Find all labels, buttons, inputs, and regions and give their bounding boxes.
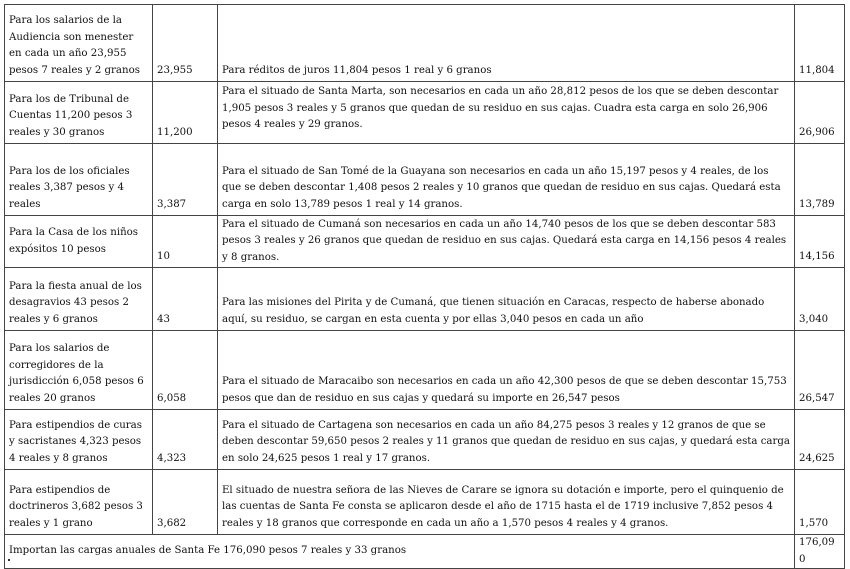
right-description: Para el situado de Santa Marta, son necesarios en cada un año 28,812 pesos de los que se deben descontar 1,905 pesos 3 reales y 5 granos que quedan de su residuo en sus cajas. Cuadra esta carga en solo 26,906 pesos 4 reales y 29 granos. [218,82,795,144]
right-amount: 11,804 [795,5,845,82]
total-amount: 176,090 [795,535,845,569]
left-amount: 4,323 [153,410,218,470]
right-amount: 26,547 [795,331,845,410]
total-label: Importan las cargas anuales de Santa Fe 176,090 pesos 7 reales y 33 granos [5,535,795,569]
left-description: Para la fiesta anual de los desagravios 43 pesos 2 reales y 6 granos [5,268,153,331]
left-amount: 43 [153,268,218,331]
left-description: Para estipendios de doctrineros 3,682 pesos 3 reales y 1 grano [5,470,153,535]
right-amount: 1,570 [795,470,845,535]
left-amount: 10 [153,216,218,268]
left-amount: 11,200 [153,82,218,144]
right-description: El situado de nuestra señora de las Nieves de Carare se ignora su dotación e importe, pero el quinquenio de las cuentas de Santa Fe consta se aplicaron desde el año de 1715 hasta el de 1719 inclusive 7,852 pesos 4 reales y 18 granos que corresponde en cada un año a 1,570 pesos 4 reales y 4 granos. [218,470,795,535]
left-amount: 6,058 [153,331,218,410]
right-description: Para el situado de Cumaná son necesarios en cada un año 14,740 pesos de los que se deben descontar 583 pesos 3 reales y 26 granos que quedan de residuo en sus cajas. Quedará esta carga en 14,156 pesos 4 reales y 8 granos. [218,216,795,268]
left-description: Para los salarios de la Audiencia son menester en cada un año 23,955 pesos 7 reales y 2 granos [5,5,153,82]
right-amount: 14,156 [795,216,845,268]
right-amount: 13,789 [795,144,845,216]
table-row [5,5,845,82]
total-row [5,535,845,569]
table-row [5,144,845,216]
table-row [5,331,845,410]
left-description: Para la Casa de los niños expósitos 10 pesos [5,216,153,268]
table-row [5,470,845,535]
left-amount: 23,955 [153,5,218,82]
right-description: Para réditos de juros 11,804 pesos 1 real y 6 granos [218,5,795,82]
right-description: Para el situado de San Tomé de la Guayana son necesarios en cada un año 15,197 pesos y 4 reales, de los que se deben descontar 1,408 pesos 2 reales y 10 granos que quedan de residuo en sus cajas. Quedará esta carga en solo 13,789 pesos 1 real y 14 granos. [218,144,795,216]
stray-mark [8,559,10,561]
table-row [5,410,845,470]
table-row [5,216,845,268]
right-description: Para las misiones del Pirita y de Cumaná, que tienen situación en Caracas, respecto de haberse abonado aquí, su residuo, se cargan en esta cuenta y por ellas 3,040 pesos en cada un año [218,268,795,331]
left-description: Para estipendios de curas y sacristanes 4,323 pesos 4 reales y 8 granos [5,410,153,470]
right-amount: 24,625 [795,410,845,470]
table-row [5,268,845,331]
cargas-table [4,4,845,569]
left-description: Para los de los oficiales reales 3,387 pesos y 4 reales [5,144,153,216]
right-description: Para el situado de Maracaibo son necesarios en cada un año 42,300 pesos de que se deben descontar 15,753 pesos que dan de residuo en sus cajas y quedará su importe en 26,547 pesos [218,331,795,410]
right-description: Para el situado de Cartagena son necesarios en cada un año 84,275 pesos 3 reales y 12 granos de que se deben descontar 59,650 pesos 2 reales y 11 granos que quedan de residuo en sus cajas, y quedará esta carga en solo 24,625 pesos 1 real y 17 granos. [218,410,795,470]
left-amount: 3,682 [153,470,218,535]
left-description: Para los salarios de corregidores de la jurisdicción 6,058 pesos 6 reales 20 granos [5,331,153,410]
left-amount: 3,387 [153,144,218,216]
left-description: Para los de Tribunal de Cuentas 11,200 pesos 3 reales y 30 granos [5,82,153,144]
right-amount: 3,040 [795,268,845,331]
table-row [5,82,845,144]
right-amount: 26,906 [795,82,845,144]
